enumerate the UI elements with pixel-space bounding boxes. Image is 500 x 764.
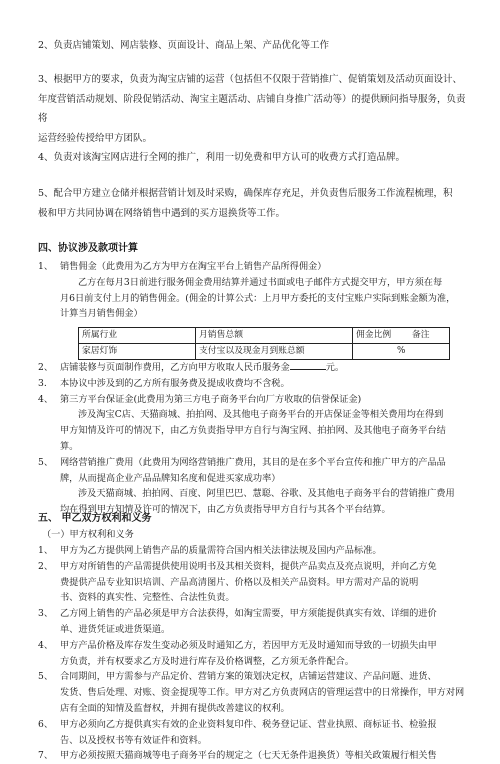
text-line: 发货、售后处理、对账、资金提现等工作。甲方对乙方负责网店的管理运营中的日常操作，甲方对网 bbox=[60, 687, 465, 699]
fee-item-3 bbox=[38, 376, 470, 392]
service-item-2 bbox=[38, 36, 470, 56]
rights-item-1 bbox=[38, 543, 470, 559]
service-item-4 bbox=[38, 148, 470, 168]
header-remark: 备注 bbox=[412, 330, 430, 340]
item-number: 3、 bbox=[38, 608, 54, 620]
item-number: 4、 bbox=[38, 393, 54, 405]
rights-item-2 bbox=[38, 559, 470, 606]
text-line: 书、资料的真实性、完整性、合法性负责。 bbox=[60, 592, 235, 604]
commission-table bbox=[78, 327, 450, 360]
item-number: 5、 bbox=[38, 456, 54, 468]
text-line: 销售佣金（此费用为乙方为甲方在淘宝平台上销售产品所得佣金） bbox=[60, 261, 327, 272]
header-commission-rate: 佣金比例 bbox=[356, 330, 392, 340]
rights-item-3 bbox=[38, 606, 470, 638]
text-line: 月6日前支付上月的销售佣金。(佣金的计算公式：上月甲方委托的支付宝账户实际到账金额为准， bbox=[60, 292, 456, 304]
service-item-5 bbox=[38, 184, 470, 223]
text-line: 单、进货凭证或进货渠道。 bbox=[60, 623, 171, 635]
item-number: 1、 bbox=[38, 545, 54, 556]
service-item-3 bbox=[38, 70, 470, 148]
rights-item-5 bbox=[38, 669, 470, 716]
fee-list-part2 bbox=[38, 360, 470, 518]
text-line: 告、以及授权书等有效证件和资料。 bbox=[60, 734, 207, 746]
fee-item-1 bbox=[38, 259, 470, 322]
text-line: 甲方产品价格及库存发生变动必须及时通知乙方，若因甲方无及时通知而导致的一切损失由甲 bbox=[60, 639, 437, 651]
text-line: 4、负责对该淘宝网店进行全网的推广，利用一切免费和甲方认可的收费方式打造品牌。 bbox=[38, 152, 406, 163]
text-line: 涉及淘宝C店、天猫商城、拍拍网、及其他电子商务平台的开店保证金等相关费用均在得到 bbox=[78, 409, 444, 421]
text-line: 网络营销推广费用（此费用为网络营销推广费用，其目的是在多个平台宣传和推广甲方的产品品 bbox=[60, 456, 446, 468]
rights-item-7 bbox=[38, 748, 470, 764]
rights-item-6 bbox=[38, 717, 470, 749]
section-5-subtitle: （一）甲方权利和义务 bbox=[42, 529, 134, 540]
text-line: 2、负责店铺策划、网店装修、页面设计、商品上架、产品优化等工作 bbox=[38, 40, 330, 51]
table-cell: 所属行业 bbox=[79, 328, 196, 344]
text-line: 算。 bbox=[60, 440, 79, 452]
text-line: 极和甲方共同协调在网络销售中遇到的买方退换货等工作。 bbox=[38, 207, 286, 219]
fee-item-4 bbox=[38, 392, 470, 455]
fee-list-part1 bbox=[38, 259, 470, 322]
text-line: 甲方必须按照天猫商城等电子商务平台的规定之（七天无条件退换货）等相关政策履行相关售 bbox=[60, 750, 437, 762]
section-5-title: 五、 甲乙双方权利和义务 bbox=[38, 513, 152, 524]
text-line: 涉及天猫商城、拍拍网、百度、阿里巴巴、慧聪、谷歌、及其他电子商务平台的营销推广费用 bbox=[78, 488, 455, 500]
text-line: 3、根据甲方的要求，负责为淘宝店铺的运营（包括但不仅限于营销推广、促销策划及活动页面设计、 bbox=[38, 74, 463, 85]
text-line: 乙方网上销售的产品必须是甲方合法获得，如淘宝需要，甲方须能提供真实有效、详细的进价 bbox=[60, 608, 437, 620]
table-cell: % bbox=[353, 344, 450, 360]
text-line: 运营经验传授给甲方团队。 bbox=[38, 132, 153, 144]
text-line: 甲方对所销售的产品需提供使用说明书及其相关资料，提供产品卖点及亮点说明，并向乙方免 bbox=[60, 560, 437, 572]
text-line: 合同期间，甲方需参与产品定价、营销方案的策划决定权，店铺运营建议、产品问题、进货、 bbox=[60, 671, 437, 683]
text-line: 年度营销活动规划、阶段促销活动、淘宝主题活动、店铺自身推广活动等）的提供顾问指导服务，负责将 bbox=[38, 93, 466, 124]
rights-item-4 bbox=[38, 638, 470, 670]
text-line: 甲方必须向乙方提供真实有效的企业资料复印件、税务登记证、营业执照、商标证书、检验报 bbox=[60, 718, 437, 730]
text-line: 5、配合甲方建立仓储并根据营销计划及时采购，确保库存充足，并负责售后服务工作流程梳理，积 bbox=[38, 188, 453, 199]
fee-text: 店铺装修与页面制作费用，乙方向甲方收取人民币服务金 bbox=[60, 362, 290, 373]
table-cell: 月销售总额 bbox=[196, 328, 353, 344]
item-number: 7、 bbox=[38, 750, 54, 762]
rights-list bbox=[38, 543, 470, 764]
fee-unit: 元。 bbox=[325, 362, 345, 373]
text-line: 店有全面的知情及监督权，并拥有提供改善建议的权利。 bbox=[60, 702, 290, 714]
text-line: 费提供产品专业知识培训、产品高清图片、价格以及相关产品资料。甲方需对产品的说明 bbox=[60, 576, 419, 588]
item-number: 2、 bbox=[38, 362, 54, 373]
table-row bbox=[79, 344, 450, 360]
item-number: 1、 bbox=[38, 261, 54, 272]
text-line: 乙方在每月3日前进行服务佣金费用结算并通过书面或电子邮件方式提交甲方，甲方须在每 bbox=[78, 276, 443, 288]
item-number: 4、 bbox=[38, 639, 54, 651]
text-line bbox=[60, 360, 470, 376]
table-cell: 支付宝以及现金月到账总额 bbox=[196, 344, 353, 360]
text-line: 甲方为乙方提供网上销售产品的质量需符合国内相关法律法规及国内产品标准。 bbox=[60, 545, 382, 556]
text-line: 甲方知情及许可的情况下，由乙方负责指导甲方自行与淘宝网、拍拍网、及其他电子商务平台结 bbox=[60, 425, 446, 437]
item-number: 2、 bbox=[38, 560, 54, 572]
item-number: 5、 bbox=[38, 671, 54, 683]
text-line: 均在得到甲方知情及许可的情况下，由乙方负责指导甲方自行与其各个平台结算。 bbox=[60, 504, 391, 516]
fee-item-5 bbox=[38, 455, 470, 518]
item-number: 3. bbox=[38, 377, 47, 389]
item-number: 6、 bbox=[38, 718, 54, 730]
text-line: 本协议中涉及到的乙方所有服务费及提成收费均不含税。 bbox=[60, 377, 290, 389]
text-line: 计算当月销售佣金） bbox=[60, 308, 143, 320]
section-4-title: 四、协议涉及款项计算 bbox=[38, 243, 138, 254]
table-cell bbox=[353, 328, 450, 344]
fee-item-2 bbox=[38, 360, 470, 376]
table-cell: 家居灯饰 bbox=[79, 344, 196, 360]
text-line: 牌，从而提高企业产品品牌知名度和促进买家成功率） bbox=[60, 472, 281, 484]
text-line: 第三方平台保证金(此费用为第三方电子商务平台向厂方收取的信誉保证金) bbox=[60, 393, 362, 405]
text-line: 方负责，并有权要求乙方及时进行库存及价格调整，乙方须无条件配合。 bbox=[60, 655, 354, 667]
blank-amount-field bbox=[290, 360, 326, 370]
table-row bbox=[79, 328, 450, 344]
